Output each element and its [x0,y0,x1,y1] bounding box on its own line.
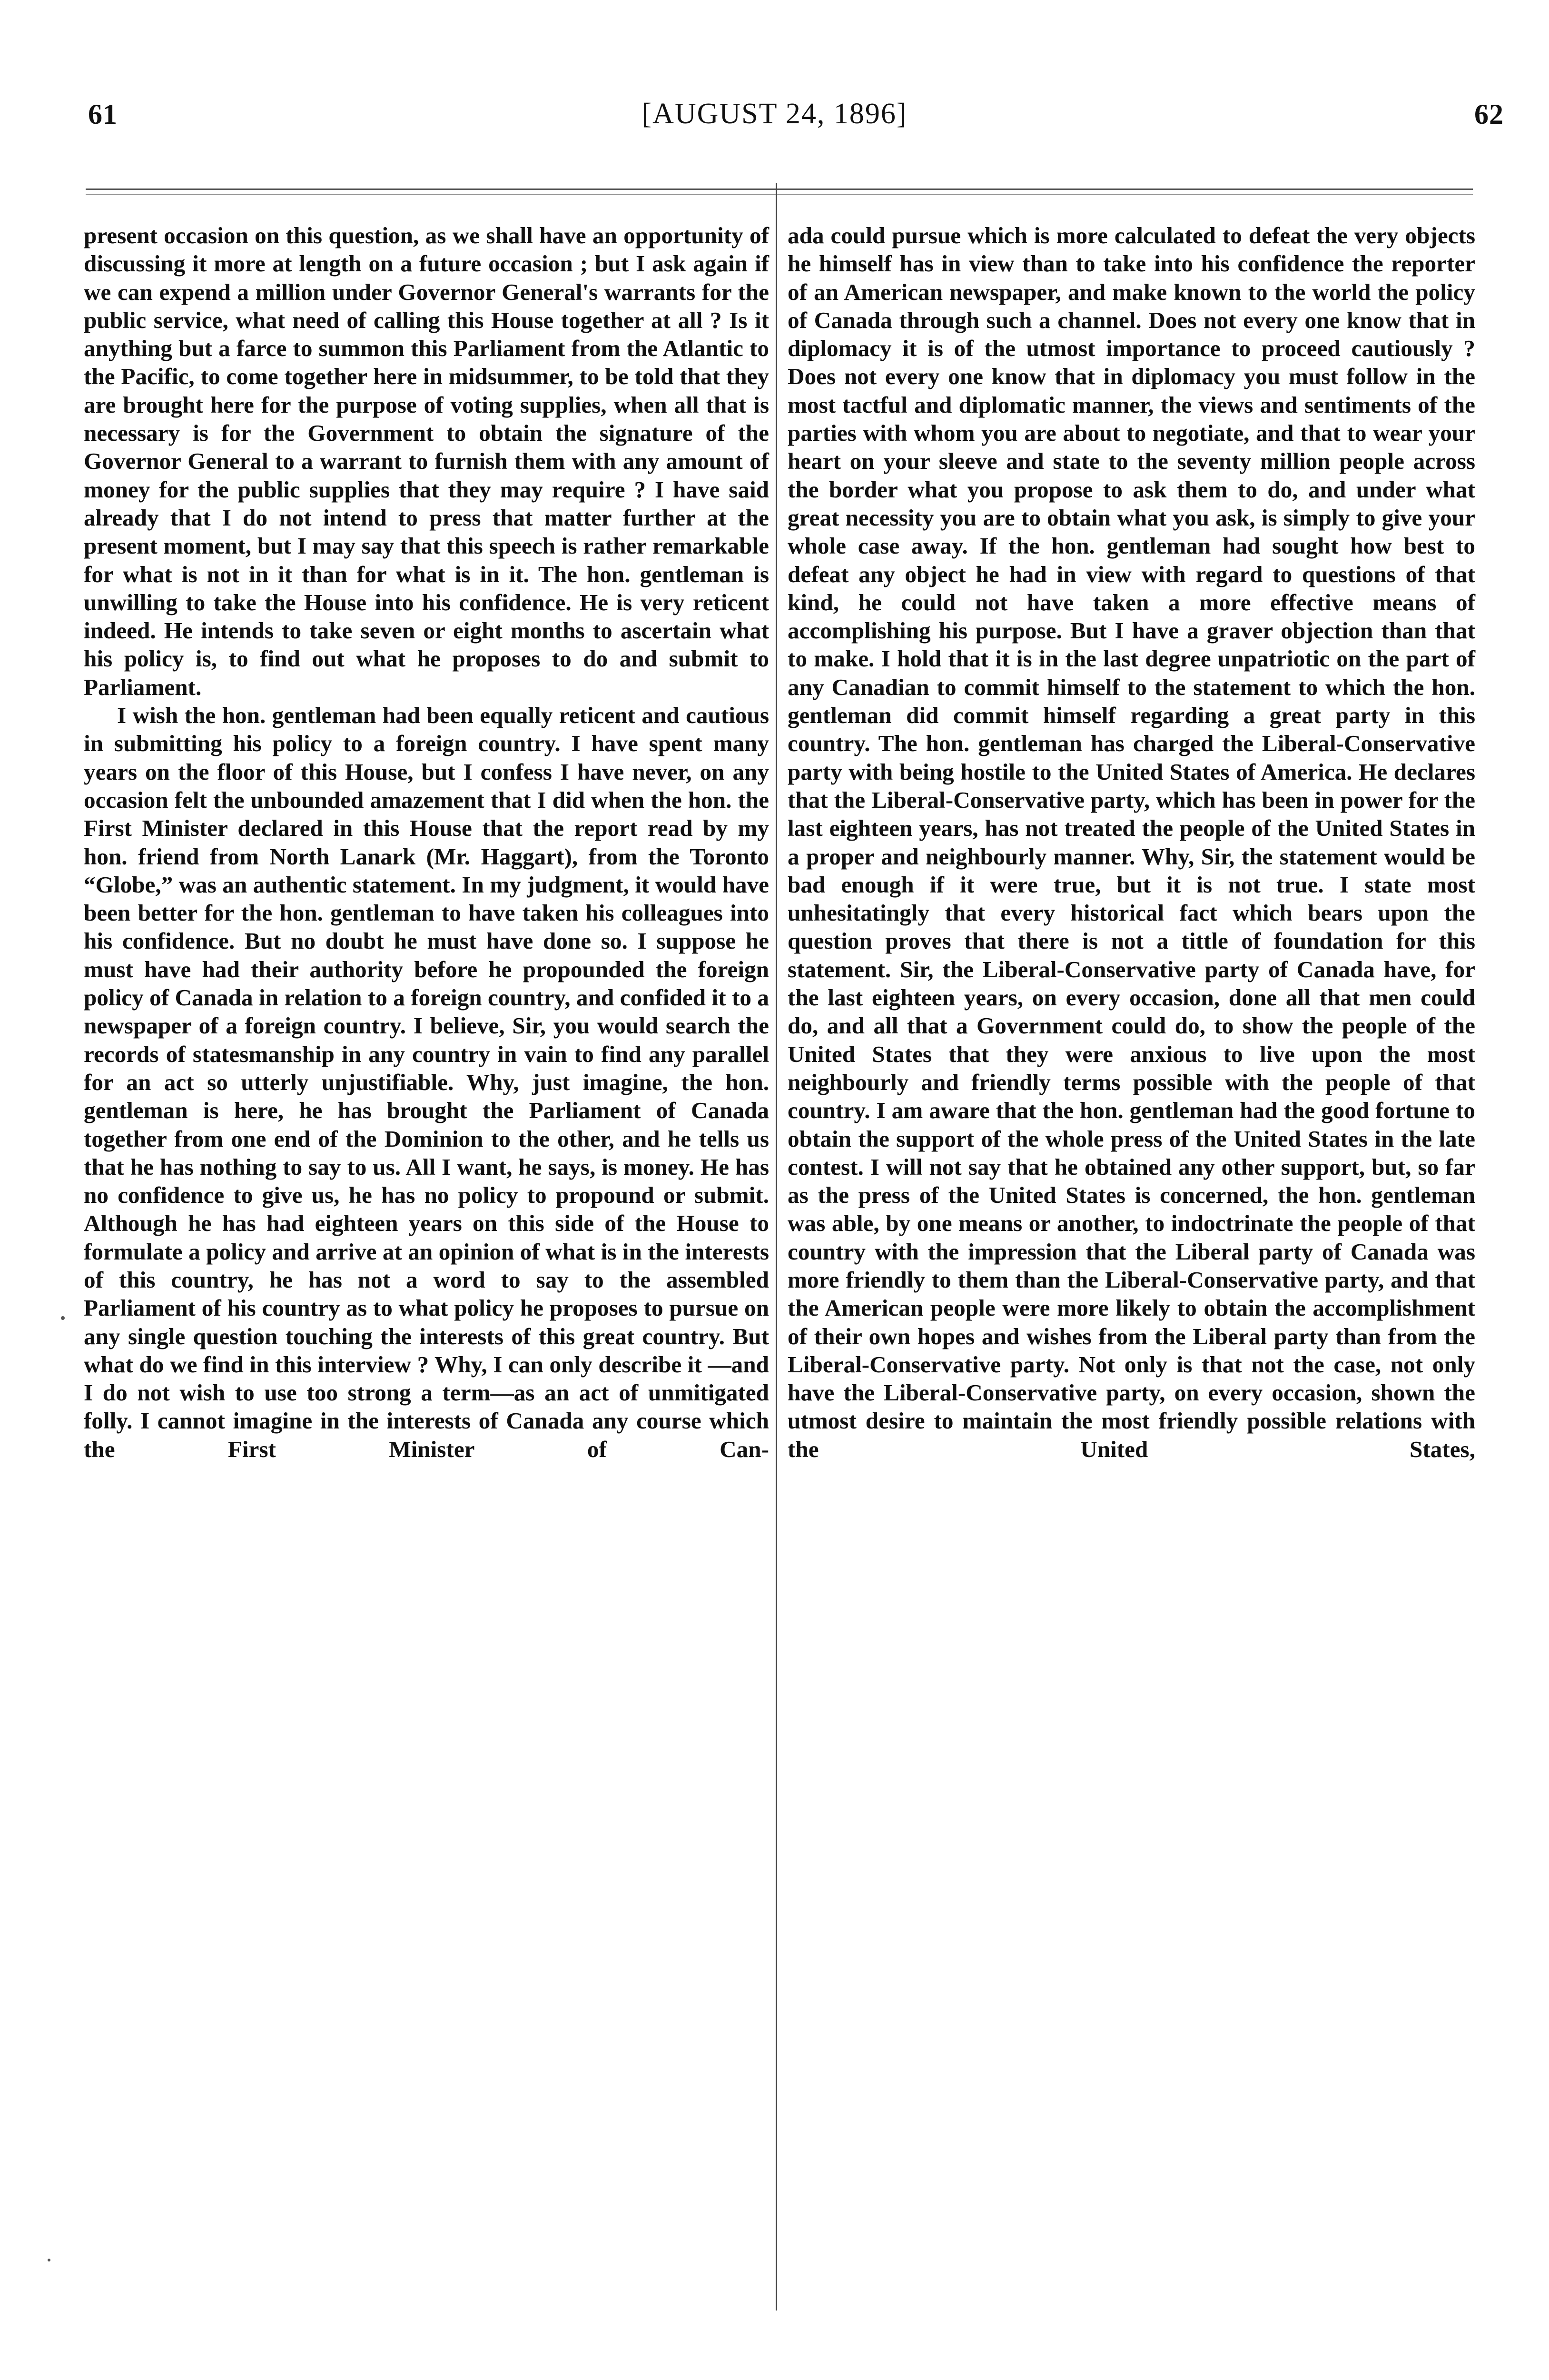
left-paragraph-1: present occasion on this question, as we shall have an opportunity of discussing it more at length on a future occasion ; but I ask again if we can expend a million under Governor General's warrants for the public service, what need of calling this House together at all ? Is it anything but a farce to summon this Parliament from the Atlantic to the Pacific, to come together here in midsummer, to be told that they are brought here for the purpose of voting supplies, when all that is necessary is for the Government to obtain the signature of the Governor General to a warrant to furnish them with any amount of money for the public supplies that they may require ? I have said already that I do not intend to press that matter further at the present moment, but I may say that this speech is rather remarkable for what is not in it than for what is in it. The hon. gentleman is unwilling to take the House into his confidence. He is very reticent indeed. He intends to take seven or eight months to ascertain what his policy is, to find out what he proposes to do and submit to Parliament. [84,222,769,700]
column-divider [776,183,777,2311]
right-column [788,221,1475,1463]
header-rule-secondary [86,194,1473,195]
right-paragraph-1: ada could pursue which is more calculated to defeat the very objects he himself has in view than to take into his confidence the reporter of an American newspaper, and make known to the world the policy of Canada through such a channel. Does not every one know that in diplomacy it is of the utmost importance to proceed cautiously ? Does not every one know that in diplomacy you must follow in the most tactful and diplomatic manner, the views and sentiments of the parties with whom you are about to negotiate, and that to wear your heart on your sleeve and state to the seventy million people across the border what you propose to ask them to do, and under what great necessity you are to obtain what you ask, is simply to give your whole case away. If the hon. gentleman had sought how best to defeat any object he had in view with regard to questions of that kind, he could not have taken a more effective means of accomplishing his purpose. But I have a graver objection than that to make. I hold that it is in the last degree unpatriotic on the part of any Canadian to commit himself to the statement to which the hon. gentleman did commit himself regarding a great party in this country. The hon. gentleman has charged the Liberal-Conservative party with being hostile to the United States of America. He declares that the Liberal-Conservative party, which has been in power for the last eighteen years, has not treated the people of the United States in a proper and neighbourly manner. Why, Sir, the statement would be bad enough if it were true, but it is not true. I state most unhesitatingly that every historical fact which bears upon the question proves that there is not a tittle of foundation for this statement. Sir, the Liberal-Conservative party of Canada have, for the last eighteen years, on every occasion, done all that men could do, and all that a Government could do, to show the people of the United States that they were anxious to live upon the most neighbourly and friendly terms possible with the people of that country. I am aware that the hon. gentleman had the good fortune to obtain the support of the whole press of the United States in the late contest. I will not say that he obtained any other support, but, so far as the press of the United States is concerned, the hon. gentleman was able, by one means or another, to indoctrinate the people of that country with the impression that the Liberal party of Canada was more friendly to them than the Liberal-Conservative party, and that the American people were more likely to obtain the accomplishment of their own hopes and wishes from the Liberal party than from the Liberal-Conservative party. Not only is that not the case, not only have the Liberal-Conservative party, on every occasion, shown the utmost desire to maintain the most friendly possible relations with the United States, [788,222,1475,1462]
left-page-number: 61 [88,99,118,130]
left-column [84,221,769,1463]
left-paragraph-2: I wish the hon. gentleman had been equally reticent and cautious in submitting his policy to a foreign country. I have spent many years on the floor of this House, but I confess I have never, on any occasion felt the unbounded amazement that I did when the hon. the First Minister declared in this House that the report read by my hon. friend from North Lanark (Mr. Haggart), from the Toronto “Globe,” was an authentic statement. In my judgment, it would have been better for the hon. gentleman to have taken his colleagues into his confidence. But no doubt he must have done so. I suppose he must have had their authority before he propounded the foreign policy of Canada in relation to a foreign country, and confided it to a newspaper of a foreign country. I believe, Sir, you would search the records of statesmanship in any country in vain to find any parallel for an act so utterly unjustifiable. Why, just imagine, the hon. gentleman is here, he has brought the Parliament of Canada together from one end of the Dominion to the other, and he tells us that he has nothing to say to us. All I want, he says, is money. He has no confidence to give us, he has no policy to propound or submit. Although he has had eighteen years on this side of the House to formulate a policy and arrive at an opinion of what is in the interests of this country, he has not a word to say to the assembled Parliament of his country as to what policy he proposes to pursue on any single question touching the interests of this great country. But what do we find in this interview ? Why, I can only describe it —and I do not wish to use too strong a term—as an act of unmitigated folly. I cannot imagine in the interests of Canada any course which the First Minister of Can- [84,702,769,1462]
header-rule [86,188,1473,190]
margin-dot [61,1316,65,1320]
issue-date: [AUGUST 24, 1896] [641,98,908,130]
page-header [0,0,1549,130]
margin-dot [48,2259,50,2261]
right-page-number: 62 [1474,99,1504,130]
